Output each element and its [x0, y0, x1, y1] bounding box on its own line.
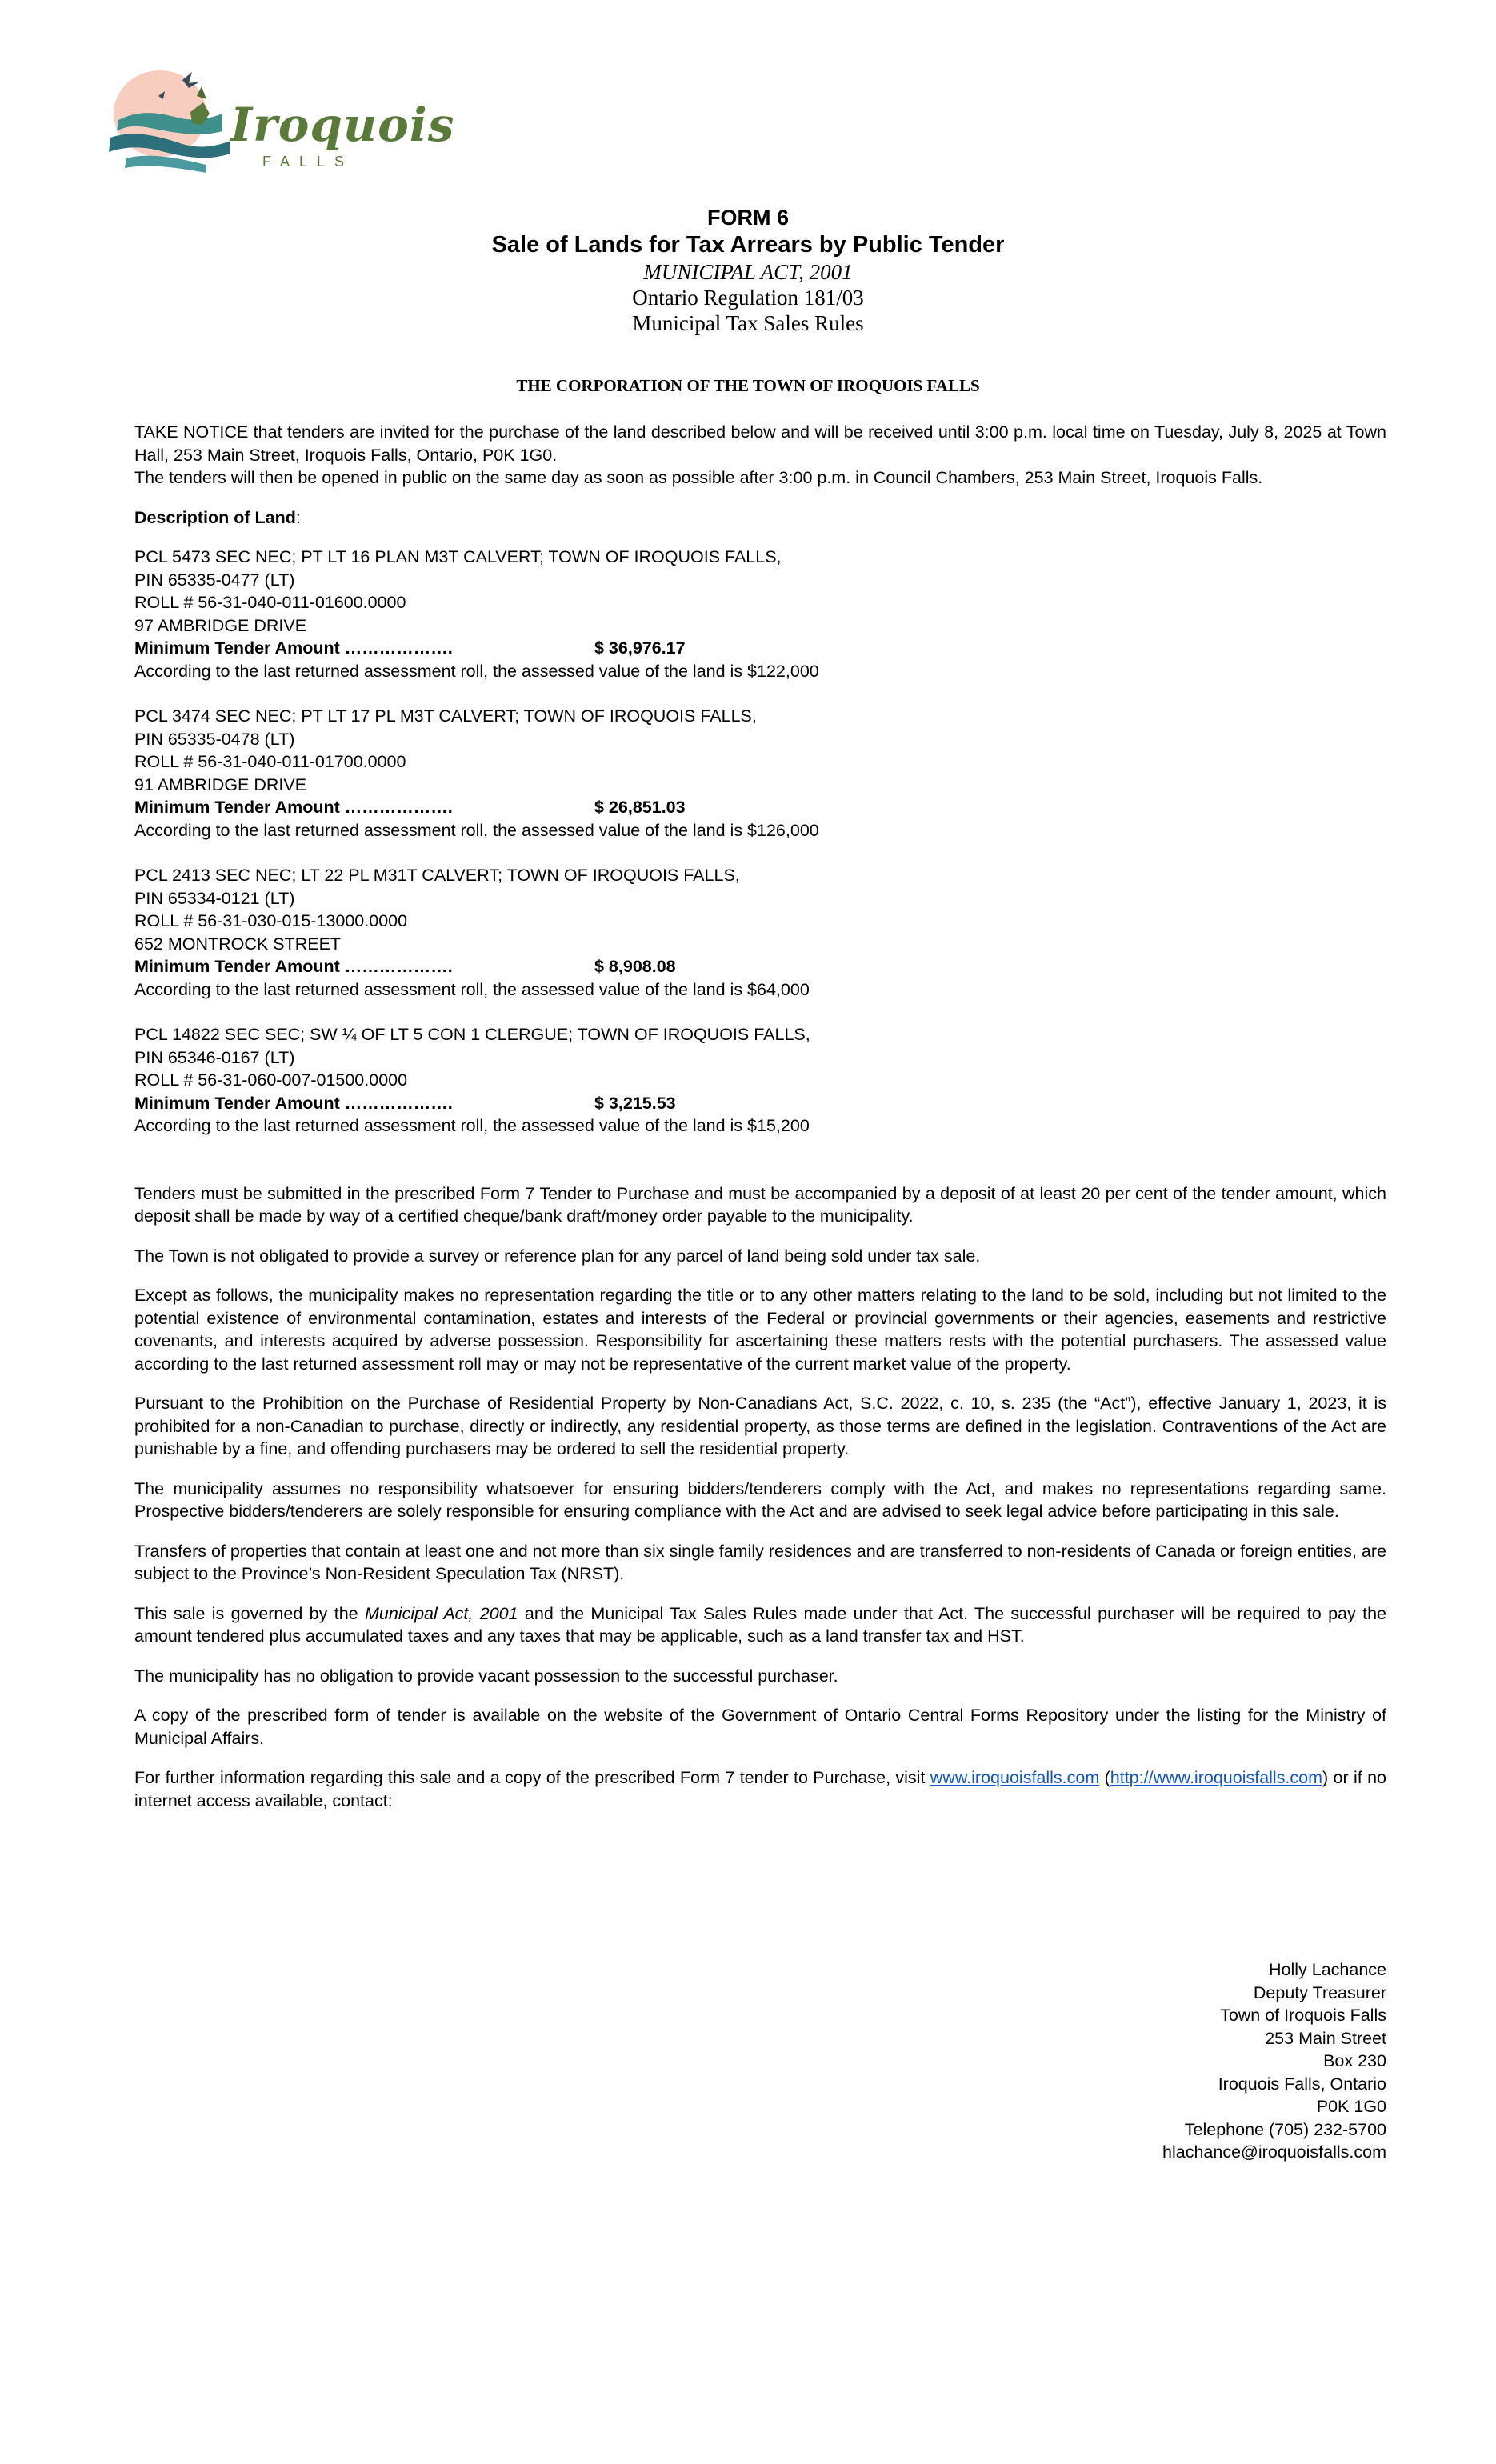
minimum-tender-row [134, 637, 1386, 660]
minimum-tender-amount: $ 8,908.08 [594, 957, 676, 976]
governing-act-paragraph [134, 1602, 1386, 1648]
possession-paragraph: The municipality has no obligation to provide vacant possession to the successful purchaser. [134, 1666, 838, 1686]
parcel-address: 97 AMBRIDGE DRIVE [134, 615, 307, 635]
minimum-tender-row [134, 796, 1386, 819]
minimum-tender-label: Minimum Tender Amount ………………. [134, 638, 453, 658]
survey-paragraph: The Town is not obligated to provide a survey or reference plan for any parcel of land being sold under tax sale. [134, 1246, 981, 1266]
parcel-address: 652 MONTROCK STREET [134, 934, 342, 954]
parcel-legal: PCL 14822 SEC SEC; SW ¼ OF LT 5 CON 1 CLERGUE; TOWN OF IROQUOIS FALLS, [134, 1025, 810, 1044]
notice-paragraph-2: The tenders will then be opened in public on the same day as soon as possible after 3:00 p.m. in Council Chambers, 253 Main Street, Iroquois Falls. [134, 468, 1263, 487]
minimum-tender-amount: $ 26,851.03 [594, 798, 686, 817]
representation-paragraph: Except as follows, the municipality makes no representation regarding the title or to any other matters relating to the land to be sold, including but not limited to the potential existence of environmental contamination, estates and interests of the Federal or provincial governments or their agencies, easements and restrictive covenants, and interests acquired by adverse possession. Responsibility for ascertaining these matters rests with the potential purchasers. The assessed value according to the last returned assessment roll may or may not be representative of the current market value of the property. [134, 1286, 1386, 1374]
parcel-pin: PIN 65335-0477 (LT) [134, 570, 295, 590]
parcel-assessment: According to the last returned assessment roll, the assessed value of the land is $64,000 [134, 979, 810, 999]
parcel-2 [134, 705, 1386, 842]
minimum-tender-amount: $ 36,976.17 [594, 638, 686, 658]
minimum-tender-label: Minimum Tender Amount ………………. [134, 957, 453, 976]
contact-street: 253 Main Street [1265, 2028, 1386, 2048]
website-url-link[interactable]: http://www.iroquoisfalls.com [1110, 1768, 1323, 1787]
form-header [0, 205, 1496, 336]
governed-text-2: and the Municipal Tax Sales Rules made under that Act. The successful purchaser will be required to pay the amount tendered plus accumulated taxes and any taxes that may be applicable, such as a land transfer tax and HST. [134, 1603, 1386, 1646]
parcel-assessment: According to the last returned assessment roll, the assessed value of the land is $122,000 [134, 661, 819, 681]
minimum-tender-amount: $ 3,215.53 [594, 1093, 676, 1113]
parcel-roll: ROLL # 56-31-040-011-01600.0000 [134, 593, 406, 612]
parcel-pin: PIN 65334-0121 (LT) [134, 888, 295, 908]
non-canadians-act-paragraph: Pursuant to the Prohibition on the Purchase of Residential Property by Non-Canadians Act, S.C. 2022, c. 10, s. 235 (the “Act”), effective January 1, 2023, it is prohibited for a non-Canadian to purchase, directly or indirectly, any residential property, as those terms are defined in the legislation. Contraventions of the Act are punishable by a fine, and offending purchasers may be ordered to sell the residential property. [134, 1394, 1386, 1458]
form-number: FORM 6 [706, 206, 789, 230]
parcel-roll: ROLL # 56-31-030-015-13000.0000 [134, 911, 408, 930]
parcel-assessment: According to the last returned assessment roll, the assessed value of the land is $15,200 [134, 1116, 810, 1135]
further-info-paragraph [134, 1766, 1386, 1812]
iroquois-falls-logo [102, 64, 455, 184]
form-title: Sale of Lands for Tax Arrears by Public Tender [491, 232, 1005, 258]
contact-box: Box 230 [1323, 2051, 1386, 2070]
description-heading: Description of Land: [134, 507, 301, 527]
contact-phone: Telephone (705) 232-5700 [1184, 2119, 1386, 2139]
rules-name: Municipal Tax Sales Rules [632, 311, 864, 335]
minimum-tender-row [134, 1092, 1386, 1115]
notice-body [134, 421, 1386, 1829]
responsibility-paragraph: The municipality assumes no responsibility whatsoever for ensuring bidders/tenderers comply with the Act, and makes no representations regarding same. Prospective bidders/tenderers are solely responsible for ensuring compliance with the Act and are advised to seek legal advice before participating in this sale. [134, 1478, 1386, 1521]
minimum-tender-label: Minimum Tender Amount ………………. [134, 798, 453, 817]
parcel-legal: PCL 2413 SEC NEC; LT 22 PL M31T CALVERT; TOWN OF IROQUOIS FALLS, [134, 866, 740, 885]
parcel-1 [134, 546, 1386, 682]
corporation-heading: THE CORPORATION OF THE TOWN OF IROQUOIS FALLS [516, 376, 980, 395]
contact-name: Holly Lachance [1268, 1960, 1386, 1979]
act-name: MUNICIPAL ACT, 2001 [643, 260, 853, 284]
parcel-legal: PCL 3474 SEC NEC; PT LT 17 PL M3T CALVERT; TOWN OF IROQUOIS FALLS, [134, 706, 757, 726]
nrst-paragraph: Transfers of properties that contain at least one and not more than six single family residences and are transferred to non-residents of Canada or foreign entities, are subject to the Province’s Non-Resident Speculation Tax (NRST). [134, 1541, 1386, 1583]
parcel-3 [134, 864, 1386, 1001]
governed-act-name: Municipal Act, 2001 [364, 1603, 518, 1623]
contact-organization: Town of Iroquois Falls [1220, 2006, 1386, 2025]
logo-wordmark: Iroquois [230, 98, 455, 152]
description-label: Description of Land [134, 507, 296, 527]
logo-subtitle: FALLS [262, 154, 354, 170]
minimum-tender-row [134, 955, 1386, 978]
contact-title: Deputy Treasurer [1253, 1982, 1386, 2002]
further-text-3: ) or if no internet access available, contact: [134, 1768, 1386, 1810]
notice-paragraph-1: TAKE NOTICE that tenders are invited for the purchase of the land described below and will be received until 3:00 p.m. local time on Tuesday, July 8, 2025 at Town Hall, 253 Main Street, Iroquois Falls, Ontario, P0K 1G0. [134, 422, 1386, 465]
contact-block [1162, 1958, 1386, 2164]
logo-emblem-icon [102, 64, 238, 184]
parcel-4 [134, 1023, 1386, 1138]
parcel-roll: ROLL # 56-31-040-011-01700.0000 [134, 752, 406, 771]
parcel-legal: PCL 5473 SEC NEC; PT LT 16 PLAN M3T CALVERT; TOWN OF IROQUOIS FALLS, [134, 547, 782, 566]
further-text-1: For further information regarding this sale and a copy of the prescribed Form 7 tender to Purchase, visit [134, 1768, 930, 1787]
governed-text-1: This sale is governed by the [134, 1603, 365, 1623]
parcel-pin: PIN 65346-0167 (LT) [134, 1047, 295, 1067]
website-link[interactable]: www.iroquoisfalls.com [930, 1768, 1100, 1787]
parcel-address: 91 AMBRIDGE DRIVE [134, 774, 307, 794]
contact-city: Iroquois Falls, Ontario [1218, 2074, 1386, 2094]
parcel-assessment: According to the last returned assessment roll, the assessed value of the land is $126,000 [134, 820, 819, 840]
parcel-pin: PIN 65335-0478 (LT) [134, 729, 295, 749]
minimum-tender-label: Minimum Tender Amount ………………. [134, 1093, 453, 1113]
form-copy-paragraph: A copy of the prescribed form of tender is available on the website of the Government of Ontario Central Forms Repository under the listing for the Ministry of Municipal Affairs. [134, 1706, 1386, 1748]
further-text-2: ( [1104, 1768, 1110, 1787]
contact-email[interactable]: hlachance@iroquoisfalls.com [1162, 2142, 1386, 2162]
regulation: Ontario Regulation 181/03 [632, 286, 864, 310]
parcel-roll: ROLL # 56-31-060-007-01500.0000 [134, 1070, 408, 1090]
tender-requirements-paragraph: Tenders must be submitted in the prescribed Form 7 Tender to Purchase and must be accompanied by a deposit of at least 20 per cent of the tender amount, which deposit shall be made by way of a certified cheque/bank draft/money order payable to the municipality. [134, 1183, 1386, 1226]
contact-postal: P0K 1G0 [1316, 2097, 1386, 2116]
